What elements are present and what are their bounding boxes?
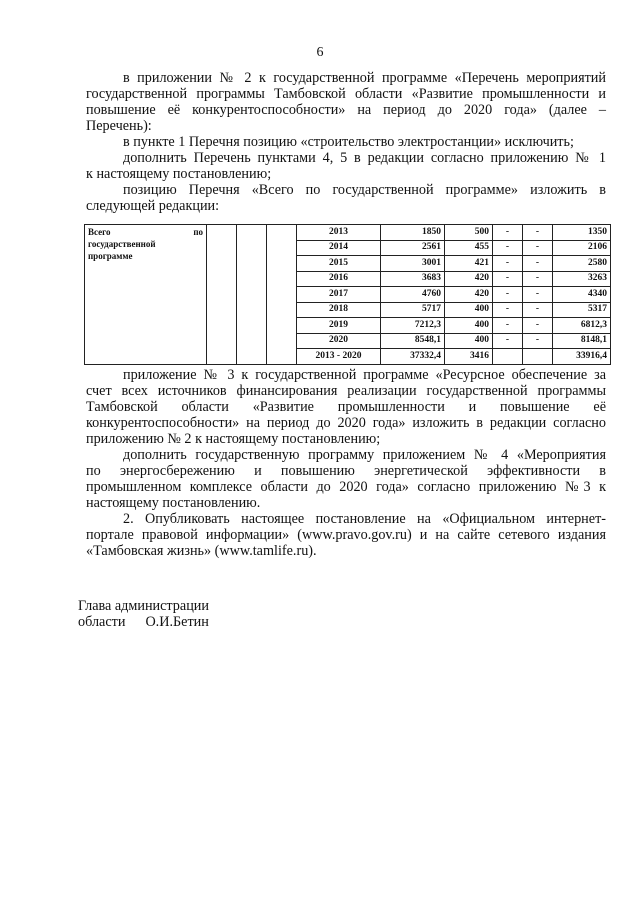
para4-line: позицию Перечня «Всего по государственной программе» изложить в: [123, 182, 606, 198]
para7-last-line: «Тамбовская жизнь» (www.tamlife.ru).: [86, 543, 317, 559]
signatory-name: О.И.Бетин: [145, 614, 209, 630]
federal-cell: 400: [445, 318, 493, 334]
year-cell: 2016: [297, 271, 381, 287]
para5-last-line: приложению № 2 к настоящему постановлению;: [86, 431, 381, 447]
dash-cell: -: [493, 225, 523, 241]
dash-cell: -: [493, 302, 523, 318]
other-cell: 1350: [553, 225, 611, 241]
signature-title-2: области: [78, 614, 126, 630]
after-block: [86, 367, 606, 559]
total-cell: 1850: [381, 225, 445, 241]
dash-cell: -: [523, 225, 553, 241]
other-cell: 5317: [553, 302, 611, 318]
signature-block: [78, 598, 209, 630]
para3-line: дополнить Перечень пунктами 4, 5 в редакции согласно приложению № 1: [123, 150, 606, 166]
para2: в пункте 1 Перечня позицию «строительство электростанции» исключить;: [123, 134, 574, 150]
total-cell: 7212,3: [381, 318, 445, 334]
dash-cell: -: [493, 318, 523, 334]
federal-cell: 400: [445, 333, 493, 349]
federal-cell: 421: [445, 256, 493, 272]
other-cell: 2580: [553, 256, 611, 272]
other-cell: 3263: [553, 271, 611, 287]
dash-cell: -: [493, 271, 523, 287]
para5-line: конкурентоспособности» на период до 2020 года» изложить в редакции согласно: [86, 415, 606, 431]
other-cell: 4340: [553, 287, 611, 303]
year-cell: 2015: [297, 256, 381, 272]
year-cell: 2014: [297, 240, 381, 256]
dash-cell: -: [523, 302, 553, 318]
year-cell: 2018: [297, 302, 381, 318]
dash-cell: -: [493, 287, 523, 303]
label-text: Всего: [88, 227, 111, 237]
para1-line: в приложении № 2 к государственной программе «Перечень мероприятий: [123, 70, 606, 86]
dash-cell: -: [493, 256, 523, 272]
empty-column: [267, 225, 297, 365]
federal-cell: 455: [445, 240, 493, 256]
year-cell: 2013: [297, 225, 381, 241]
dash-cell: [523, 349, 553, 365]
other-cell: 2106: [553, 240, 611, 256]
year-cell: 2020: [297, 333, 381, 349]
label-text: программе: [88, 251, 133, 261]
federal-cell: 3416: [445, 349, 493, 365]
dash-cell: -: [523, 287, 553, 303]
para7-line: портале правовой информации» (www.pravo.gov.ru) и на сайте сетевого издания: [86, 527, 606, 543]
para1-line: повышение её конкурентоспособности» на период до 2020 года» (далее –: [86, 102, 606, 118]
empty-column: [207, 225, 237, 365]
para5-line: приложение № 3 к государственной программе «Ресурсное обеспечение за: [123, 367, 606, 383]
para5-line: счет всех источников финансирования реализации государственной программы: [86, 383, 606, 399]
signature-title: Глава администрации: [78, 598, 209, 614]
para7-line: 2. Опубликовать настоящее постановление на «Официальном интернет-: [123, 511, 606, 527]
federal-cell: 420: [445, 287, 493, 303]
para6-line: дополнить государственную программу приложением № 4 «Мероприятия: [123, 447, 606, 463]
total-cell: 3001: [381, 256, 445, 272]
federal-cell: 400: [445, 302, 493, 318]
federal-cell: 500: [445, 225, 493, 241]
label-text: государственной: [88, 239, 156, 249]
other-cell: 33916,4: [553, 349, 611, 365]
year-cell: 2013 - 2020: [297, 349, 381, 365]
label-text: по: [193, 227, 203, 237]
other-cell: 6812,3: [553, 318, 611, 334]
para6-last-line: настоящему постановлению.: [86, 495, 261, 511]
dash-cell: -: [493, 333, 523, 349]
year-cell: 2019: [297, 318, 381, 334]
table-row: [85, 225, 611, 241]
dash-cell: -: [523, 271, 553, 287]
para1-last-line: Перечень):: [86, 118, 152, 134]
para5-line: Тамбовской области «Развитие промышленности и повышение её: [86, 399, 606, 415]
para3-last-line: к настоящему постановлению;: [86, 166, 272, 182]
total-cell: 3683: [381, 271, 445, 287]
other-cell: 8148,1: [553, 333, 611, 349]
para6-line: по энергосбережению и повышению энергетической эффективности в: [86, 463, 606, 479]
total-cell: 8548,1: [381, 333, 445, 349]
dash-cell: -: [493, 240, 523, 256]
intro-block: [86, 70, 606, 214]
dash-cell: [493, 349, 523, 365]
dash-cell: -: [523, 318, 553, 334]
total-cell: 2561: [381, 240, 445, 256]
para6-line: промышленном комплексе области до 2020 года» согласно приложению №3 к: [86, 479, 606, 495]
total-cell: 37332,4: [381, 349, 445, 365]
page-number: 6: [316, 45, 324, 60]
financing-table: [84, 224, 611, 365]
total-cell: 5717: [381, 302, 445, 318]
row-label-cell: [85, 225, 207, 365]
empty-column: [237, 225, 267, 365]
dash-cell: -: [523, 240, 553, 256]
year-cell: 2017: [297, 287, 381, 303]
total-cell: 4760: [381, 287, 445, 303]
para1-line: государственной программы Тамбовской области «Развитие промышленности и: [86, 86, 606, 102]
federal-cell: 420: [445, 271, 493, 287]
dash-cell: -: [523, 256, 553, 272]
para4-last-line: следующей редакции:: [86, 198, 220, 214]
dash-cell: -: [523, 333, 553, 349]
